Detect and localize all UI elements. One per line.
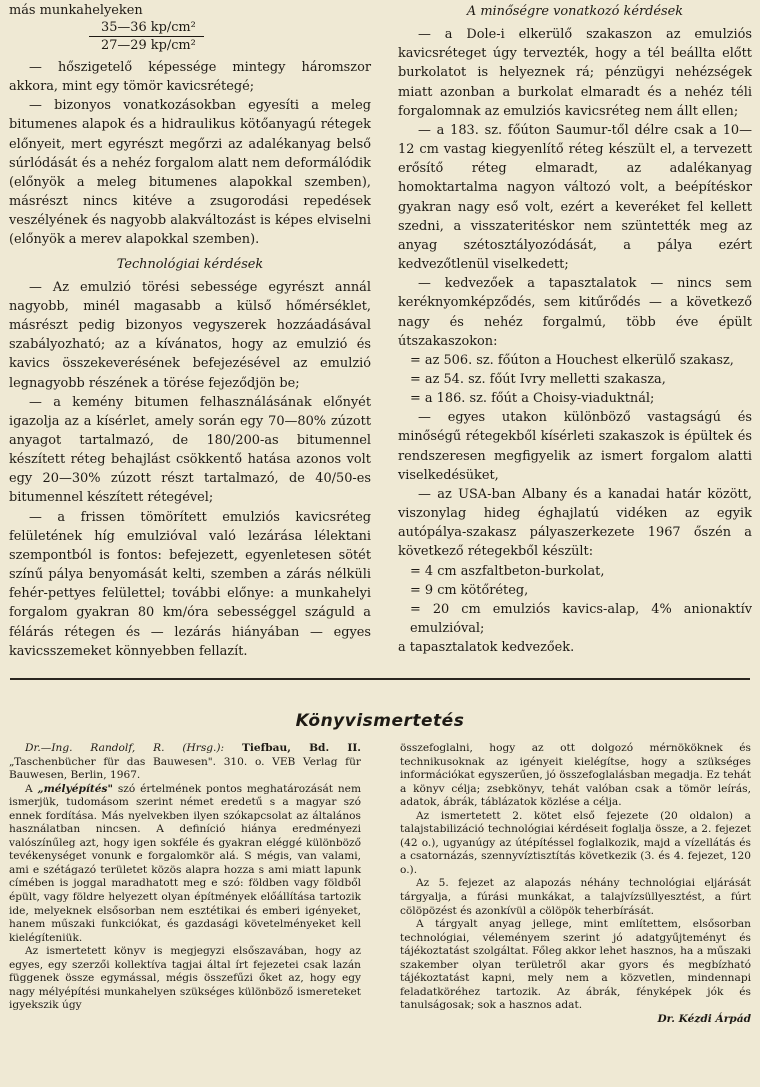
list-item: = 20 cm emulziós kavics-alap, 4% anionaktív emulzióval; [410, 601, 752, 636]
paragraph: — Az emulzió törési sebessége egyrészt annál nagyobb, minél magasabb a külső hőmérséklet, másrészt pedig bizonyos vegyszerek hozzáadásával szabályozható; az a kívánatos, hogy az emulzió és kavics összekeverésének befejezésével az emulzió legnagyobb részének a törése fejeződjön be; [9, 279, 371, 391]
paragraph: — az USA-ban Albany és a kanadai határ között, viszonylag hideg éghajlatú vidéken az egyik autópálya-szakasz pályaszerkezete 1967 őszén a következő rétegekből készült: [398, 486, 752, 560]
paragraph [9, 783, 361, 946]
section-title: Könyvismertetés [295, 711, 465, 731]
list-item: = 4 cm aszfaltbeton-burkolat, [410, 563, 605, 579]
paragraph: Az 5. fejezet az alapozás néhány technológiai eljárását tárgyalja, a fúrási munkákat, a talajvízsüllyesztést, a fúrt cölöpözést és azonkívül a cölöpök teherbírását. [400, 877, 751, 917]
reviewer-signature: Dr. Kézdi Árpád [657, 1012, 751, 1025]
term-melyepites: „mélyépítés" [37, 782, 113, 795]
paragraph: — a kemény bitumen felhasználásának előnyét igazolja az a kísérlet, amely során egy 70—80% zúzott anyagot tartalmazó, de 180/200-as bitumennel készített réteg behajlást csökkentő hatása azonos volt egy 20—30% zúzott részt tartalmazó, de 40/50-es bitumennel készített rétegével; [9, 394, 371, 506]
section-divider [10, 678, 750, 680]
article-right-column [398, 2, 752, 657]
text-span: szó értelmének pontos meghatározását nem ismerjük, tudomásom szerint német eredetű s a magyar szó ennek fordítása. Más nyelvekben ilyen szókapcsolat az általános használatban nincsen. A definíció hiánya eredményezi valószínűleg azt, hogy igen sokféle és gyakran eléggé különböző tevékenységet vonunk e forgalomkör alá. S mégis, van valami, ami e szétágazó területet közös alapra hozza s ami miatt lapunk címében is joggal maradhatott meg e szó: földben vagy földből épült, vagy földre helyezett olyan építmények előállítása tartozik ide, melyeknek elsősorban nem esztétikai és emberi igényeket, hanem műszaki funkciókat, és gazdasági követelményeket kell kielégíteniük. [9, 782, 361, 944]
article-left-column [9, 2, 371, 661]
subheading-technology: Technológiai kérdések [116, 256, 264, 272]
book-title: Tiefbau, Bd. II. [242, 742, 361, 754]
book-author: Dr.—Ing. Randolf, R. (Hrsg.): [25, 742, 225, 754]
paragraph: Az ismertetett könyv is megjegyzi elsőszavában, hogy az egyes, egy szerzői kollektíva tagjai által írt fejezetei csak lazán függenek össze egymással, mégis összefűzi őket az, hogy egy nagy mélyépítési munkahelyen szükséges különböző ismereteket igyekszik úgy [9, 945, 361, 1012]
strength-fraction [9, 2, 371, 54]
list-item: = az 54. sz. főút Ivry melletti szakasza, [410, 371, 666, 387]
fraction-numerator: 35—36 kp/cm² [101, 20, 196, 35]
paragraph: — hőszigetelő képessége mintegy háromszor akkora, mint egy tömör kavicsrétegé; [9, 60, 371, 95]
subheading-quality: A minőségre vonatkozó kérdések [466, 4, 684, 19]
fraction-denominator: 27—29 kp/cm² [89, 36, 204, 54]
text-span: A [25, 782, 38, 795]
paragraph: — a Dole-i elkerülő szakaszon az emulziós kavicsréteget úgy tervezték, hogy a tél beállta előtt burkolatot is helyeznek rá; pénzügyi nehézségek miatt azonban a burkolat elmaradt és a nehéz téli forgalomnak az emulziós kavicsréteg nem állt ellen; [398, 27, 752, 119]
paragraph: összefoglalni, hogy az ott dolgozó mérnököknek és technikusoknak az igényeit kielégítse, hogy a szükséges információkat egyszerűen, jó összefoglalásban megadja. Ez tehát a könyv célja; zsebkönyv, tehát valóban csak a tömör leírás, adatok, ábrák, táblázatok közlése a célja. [400, 742, 751, 809]
list-item: = 9 cm kötőréteg, [410, 582, 529, 598]
paragraph: — a 183. sz. főúton Saumur-től délre csak a 10—12 cm vastag kiegyenlítő réteg készült el, a tervezett erősítő réteg elmaradt, az adalékanyag homoktartalma nagyon változó volt, a beépítéskor gyakran nagy eső volt, ezért a keveréket fel kellett szedni, a visszateritéskor nem szüntették meg az anyag szétosztályozódását, a pálya ezért kedvezőtlenül viselkedett; [398, 122, 752, 273]
paragraph: — kedvezőek a tapasztalatok — nincs sem keréknyomképződés, sem kitűrődés — a következő nagy és nehéz forgalmú, több éve épült útszakaszokon: [398, 276, 752, 349]
paragraph: — bizonyos vonatkozásokban egyesíti a meleg bitumenes alapok és a hidraulikus kötőanyagú rétegek előnyeit, mert egyrészt megőrzi az adalékanyag belső súrlódását és a nehéz forgalom alatt nem deformálódik (előnyök a meleg bitumenes alapokkal szemben), másrészt nincs kitéve a zsugorodási repedések veszélyének és nagyobb alakváltozást is képes elviselni (előnyök a merev alapokkal szemben). [9, 98, 371, 248]
paragraph: A tárgyalt anyag jellege, mint említettem, elsősorban technológiai, véleményem szerint jó adatgyűjteményt és tájékoztatást szolgáltat. Főleg akkor lehet hasznos, ha a műszaki szakember olyan területről akar gyors és megbízható tájékoztatást kapni, mely nem a közvetlen, mindennapi feladatköréhez tartozik. Az ábrák, fényképek jók és tanulságosak; sok a hasznos adat. [400, 918, 751, 1012]
book-reference [9, 742, 361, 783]
fraction-label: más munkahelyeken [9, 3, 143, 18]
paragraph: — a frissen tömörített emulziós kavicsréteg felületének híg emulzióval való lezárása lélektani szempontból is fontos: befejezett, egyenletesen sötét színű pálya benyomását kelti, szemben a zárás nélküli fehér-pettyes felülettel; további előnye: a munkahelyi forgalom gyakran 80 km/óra sebességgel száguld a félárás rétegen és — lezárás hiányában — egyes kavicsszemeket könnyebben fellazít. [9, 509, 371, 659]
list-item: = az 506. sz. főúton a Houchest elkerülő szakasz, [410, 352, 734, 368]
paragraph: a tapasztalatok kedvezőek. [398, 640, 575, 656]
book-review-left-column [9, 742, 361, 1013]
paragraph: — egyes utakon különböző vastagságú és minőségű rétegekből kísérleti szakaszok is épültek és rendszeresen megfigyelik az ismert forgalom alatti viselkedésüket, [398, 410, 752, 483]
book-review-right-column [400, 742, 751, 1026]
list-item: = a 186. sz. főút a Choisy-viaduktnál; [410, 391, 655, 407]
paragraph: Az ismertetett 2. kötet első fejezete (20 oldalon) a talajstabilizáció technológiai kérdéseit foglalja össze, a 2. fejezet (42 o.), ugyanúgy az útépítéssel foglalkozik, majd a vízellátás és a csatornázás, szennyvíztisztítás következik (3. és 4. fejezet, 120 o.). [400, 809, 751, 876]
book-reference-rest: „Taschenbücher für das Bauwesen". 310. o. VEB Verlag für Bauwesen, Berlin, 1967. [9, 755, 361, 782]
